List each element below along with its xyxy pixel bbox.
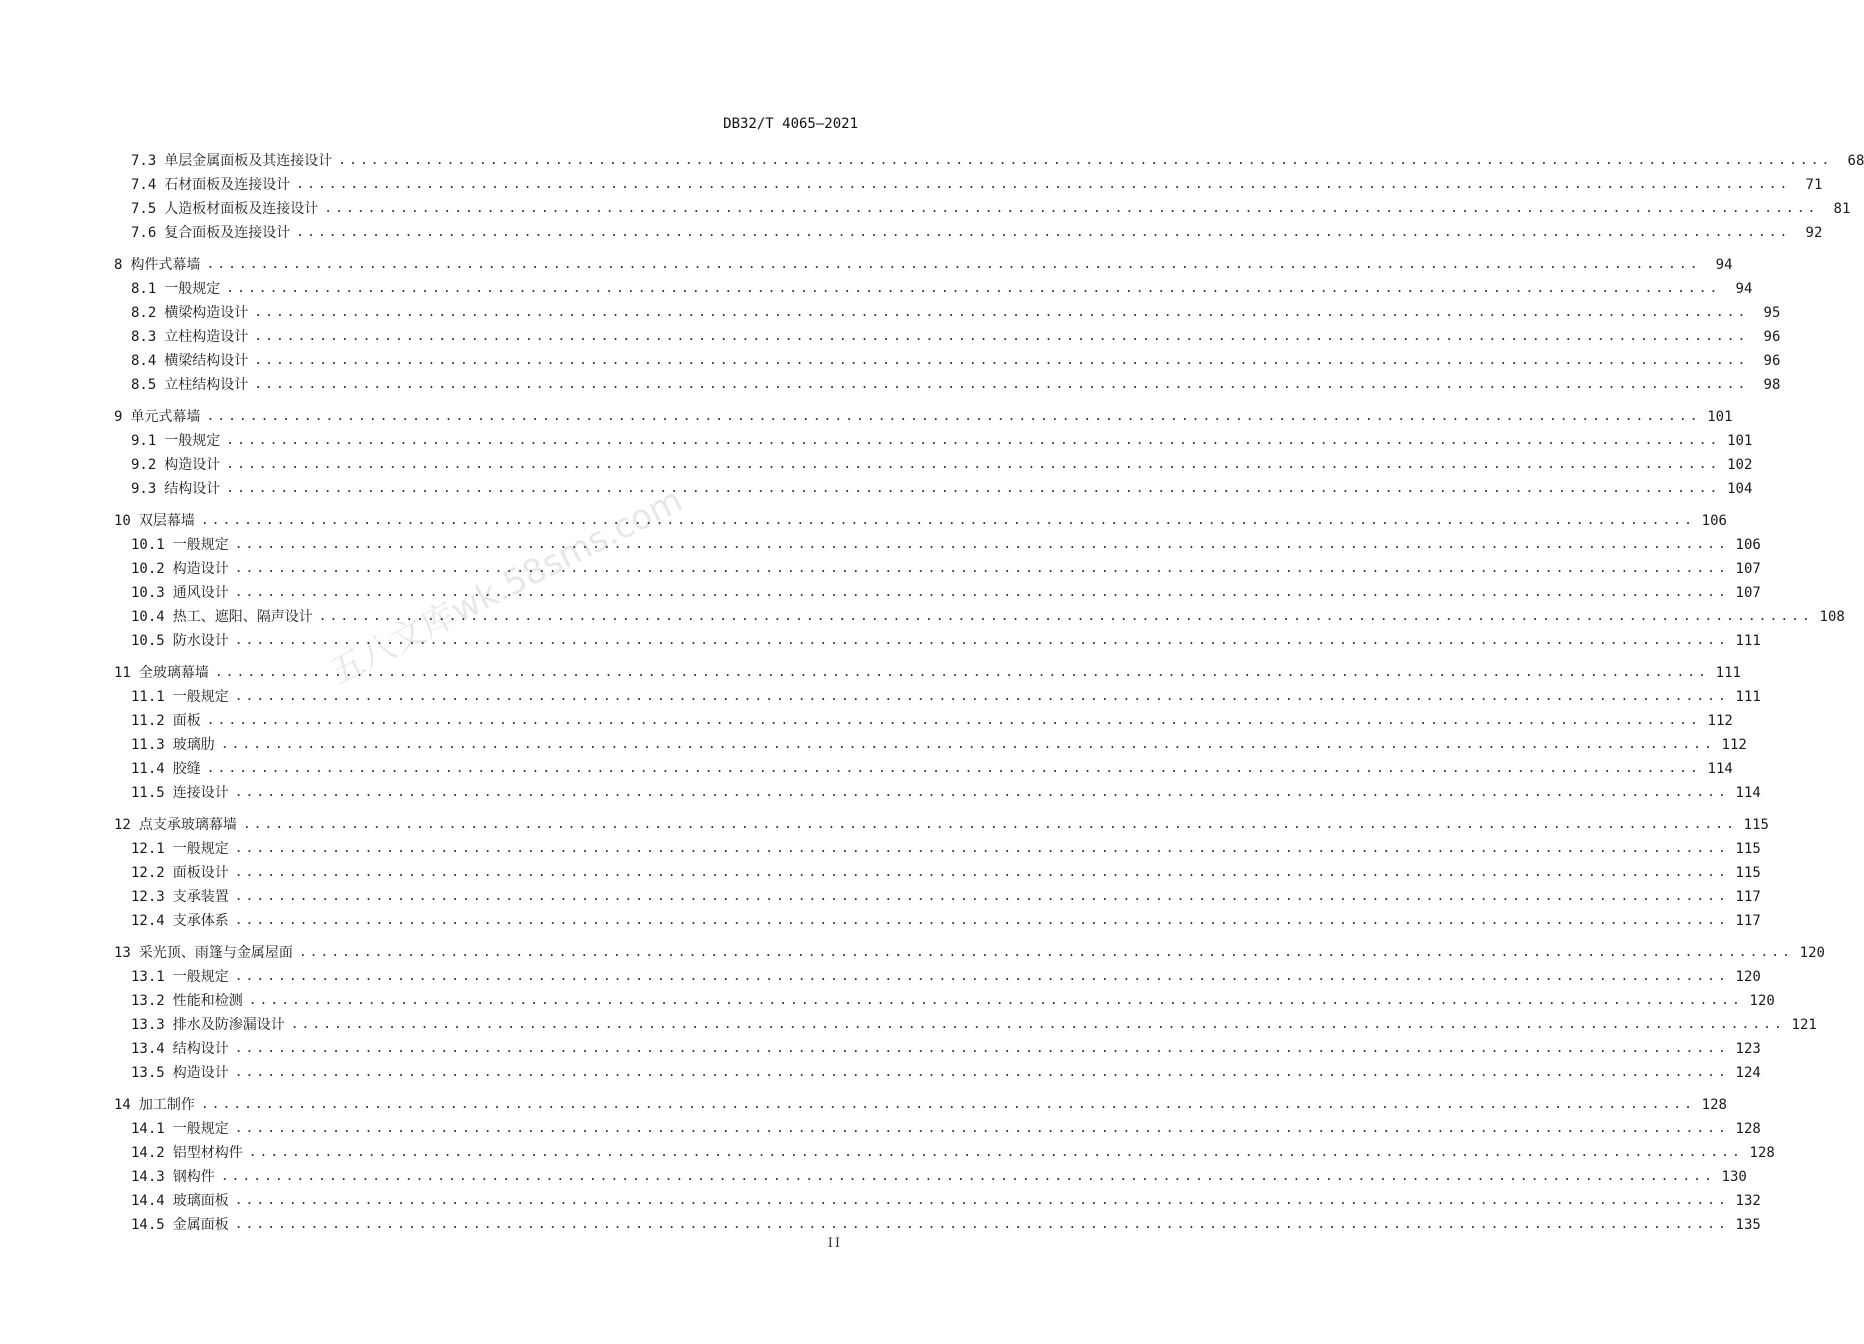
dot-leader: .......................................................................................................................................... [234,1121,1729,1136]
toc-entry-page: 96 [1763,353,1781,369]
toc-entry-page: 96 [1763,329,1781,345]
toc-entry-page: 115 [1743,817,1769,833]
toc-entry-page: 132 [1735,1193,1761,1209]
dot-leader: .......................................................................................................................................... [206,257,1701,272]
toc-entry-title: 采光顶、雨篷与金属屋面 [138,945,293,961]
toc-section-entry[interactable] [114,906,1761,930]
toc-entry-number: 12.1 [131,841,165,857]
dot-leader: .......................................................................................................................................... [254,377,1749,392]
toc-entry-number: 13.2 [131,993,165,1009]
toc-entry-title: 横梁构造设计 [164,305,249,321]
toc-entry-page: 101 [1707,409,1733,425]
toc-entry-page: 104 [1727,481,1753,497]
toc-entry-title: 一般规定 [164,433,221,449]
dot-leader: .......................................................................................................................................... [298,945,1793,960]
dot-leader: .......................................................................................................................................... [254,305,1749,320]
toc-entry-title: 通风设计 [172,585,229,601]
toc-entry-number: 14.4 [131,1193,165,1209]
watermark: 五八文库wk.58sms.com [323,480,689,693]
toc-entry-title: 构造设计 [172,1065,229,1081]
toc-entry-number: 12.2 [131,865,165,881]
toc-entry-number: 13 [114,945,131,961]
toc-entry-title: 胶缝 [172,761,201,777]
toc-entry-number: 8.2 [131,305,157,321]
toc-chapter-entry[interactable] [114,400,1733,426]
toc-entry-title: 复合面板及连接设计 [164,225,291,241]
toc-entry-number: 13.3 [131,1017,165,1033]
toc-entry-page: 111 [1715,665,1741,681]
toc-entry-title: 结构设计 [172,1041,229,1057]
toc-section-entry[interactable] [114,626,1761,650]
toc-entry-page: 128 [1701,1097,1727,1113]
toc-entry-page: 81 [1833,201,1851,217]
toc-entry-page: 92 [1805,225,1823,241]
toc-entry-page: 107 [1735,585,1761,601]
toc-entry-page: 71 [1805,177,1823,193]
toc-entry-page: 124 [1735,1065,1761,1081]
toc-entry-title: 全玻璃幕墙 [138,665,209,681]
toc-entry-page: 130 [1721,1169,1747,1185]
dot-leader: .......................................................................................................................................... [220,737,1715,752]
toc-entry-number: 13.4 [131,1041,165,1057]
toc-entry-title: 钢构件 [172,1169,215,1185]
dot-leader: .......................................................................................................................................... [338,153,1833,168]
toc-entry-page: 135 [1735,1217,1761,1233]
toc-entry-title: 支承体系 [172,913,229,929]
dot-leader: .......................................................................................................................................... [248,993,1743,1008]
toc-entry-page: 112 [1707,713,1733,729]
toc-entry-number: 7.4 [131,177,157,193]
toc-entry-page: 108 [1819,609,1845,625]
toc-section-entry[interactable] [114,962,1761,986]
toc-entry-number: 7.6 [131,225,157,241]
toc-entry-page: 111 [1735,633,1761,649]
toc-entry-title: 玻璃肋 [172,737,215,753]
dot-leader: .......................................................................................................................................... [200,1097,1695,1112]
toc-section-entry[interactable] [114,754,1733,778]
toc-entry-number: 8.1 [131,281,157,297]
toc-entry-title: 结构设计 [164,481,221,497]
toc-section-entry[interactable] [114,426,1753,450]
toc-entry-page: 107 [1735,561,1761,577]
toc-entry-number: 12.4 [131,913,165,929]
toc-entry-number: 11 [114,665,131,681]
toc-entry-page: 120 [1735,969,1761,985]
dot-leader: .......................................................................................................................................... [234,1193,1729,1208]
toc-entry-title: 横梁结构设计 [164,353,249,369]
toc-entry-page: 117 [1735,913,1761,929]
dot-leader: .......................................................................................................................................... [226,281,1721,296]
dot-leader: .......................................................................................................................................... [234,785,1729,800]
page-number: II [827,1236,842,1251]
toc-section-entry[interactable] [114,218,1823,242]
toc-entry-title: 构造设计 [172,561,229,577]
toc-section-entry[interactable] [114,858,1761,882]
toc-section-entry[interactable] [114,1034,1761,1058]
toc-section-entry[interactable] [114,1210,1761,1234]
toc-entry-number: 9.3 [131,481,157,497]
toc-entry-page: 120 [1749,993,1775,1009]
dot-leader: .......................................................................................................................................... [234,969,1729,984]
toc-entry-title: 单元式幕墙 [130,409,201,425]
dot-leader: .......................................................................................................................................... [324,201,1819,216]
toc-entry-number: 14.3 [131,1169,165,1185]
toc-entry-title: 防水设计 [172,633,229,649]
toc-entry-page: 111 [1735,689,1761,705]
dot-leader: .......................................................................................................................................... [254,353,1749,368]
toc-entry-page: 117 [1735,889,1761,905]
dot-leader: .......................................................................................................................................... [234,1217,1729,1232]
toc-entry-number: 11.2 [131,713,165,729]
toc-entry-page: 101 [1727,433,1753,449]
toc-chapter-entry[interactable] [114,656,1741,682]
dot-leader: .......................................................................................................................................... [214,665,1709,680]
toc-entry-number: 9 [114,409,123,425]
dot-leader: .......................................................................................................................................... [296,177,1791,192]
toc-entry-number: 10.4 [131,609,165,625]
toc-entry-page: 68 [1847,153,1864,169]
toc-section-entry[interactable] [114,730,1747,754]
dot-leader: .......................................................................................................................................... [248,1145,1743,1160]
toc-entry-title: 一般规定 [172,841,229,857]
dot-leader: .......................................................................................................................................... [220,1169,1715,1184]
toc-section-entry[interactable] [114,450,1753,474]
toc-entry-page: 123 [1735,1041,1761,1057]
toc-section-entry[interactable] [114,1162,1747,1186]
toc-section-entry[interactable] [114,370,1781,394]
toc-entry-number: 13.1 [131,969,165,985]
toc-section-entry[interactable] [114,1186,1761,1210]
dot-leader: .......................................................................................................................................... [234,913,1729,928]
dot-leader: .......................................................................................................................................... [296,225,1791,240]
toc-entry-title: 连接设计 [172,785,229,801]
toc-entry-title: 一般规定 [164,281,221,297]
toc-entry-number: 10 [114,513,131,529]
toc-section-entry[interactable] [114,602,1845,626]
toc-entry-title: 性能和检测 [172,993,243,1009]
toc-entry-title: 单层金属面板及其连接设计 [164,153,333,169]
dot-leader: .......................................................................................................................................... [234,1041,1729,1056]
toc-entry-page: 95 [1763,305,1781,321]
toc-entry-number: 11.4 [131,761,165,777]
dot-leader: .......................................................................................................................................... [234,561,1729,576]
dot-leader: .......................................................................................................................................... [290,1017,1785,1032]
toc-section-entry[interactable] [114,274,1753,298]
dot-leader: .......................................................................................................................................... [234,841,1729,856]
dot-leader: .......................................................................................................................................... [206,761,1701,776]
dot-leader: .......................................................................................................................................... [234,889,1729,904]
toc-entry-title: 一般规定 [172,969,229,985]
dot-leader: .......................................................................................................................................... [242,817,1737,832]
toc-entry-number: 9.1 [131,433,157,449]
toc-entry-title: 热工、遮阳、隔声设计 [172,609,313,625]
toc-entry-title: 立柱构造设计 [164,329,249,345]
toc-entry-title: 金属面板 [172,1217,229,1233]
toc-entry-page: 114 [1707,761,1733,777]
toc-section-entry[interactable] [114,834,1761,858]
toc-entry-title: 一般规定 [172,537,229,553]
toc-entry-title: 人造板材面板及连接设计 [164,201,319,217]
toc-entry-number: 8 [114,257,123,273]
toc-entry-number: 14.1 [131,1121,165,1137]
toc-entry-title: 面板设计 [172,865,229,881]
toc-entry-number: 7.5 [131,201,157,217]
toc-entry-title: 石材面板及连接设计 [164,177,291,193]
toc-entry-number: 14.2 [131,1145,165,1161]
toc-entry-number: 10.2 [131,561,165,577]
toc-entry-number: 10.3 [131,585,165,601]
toc-section-entry[interactable] [114,146,1864,170]
toc-entry-title: 一般规定 [172,1121,229,1137]
toc-entry-number: 9.2 [131,457,157,473]
toc-entry-number: 10.1 [131,537,165,553]
toc-entry-page: 112 [1721,737,1747,753]
toc-entry-page: 102 [1727,457,1753,473]
toc-chapter-entry[interactable] [114,936,1825,962]
toc-entry-title: 点支承玻璃幕墙 [138,817,237,833]
toc-entry-number: 14.5 [131,1217,165,1233]
toc-section-entry[interactable] [114,1114,1761,1138]
toc-entry-number: 13.5 [131,1065,165,1081]
toc-section-entry[interactable] [114,170,1823,194]
toc-entry-number: 12.3 [131,889,165,905]
toc-chapter-entry[interactable] [114,504,1727,530]
toc-entry-page: 106 [1735,537,1761,553]
toc-entry-number: 11.5 [131,785,165,801]
dot-leader: .......................................................................................................................................... [206,409,1701,424]
dot-leader: .......................................................................................................................................... [206,713,1701,728]
dot-leader: .......................................................................................................................................... [234,1065,1729,1080]
toc-entry-page: 128 [1749,1145,1775,1161]
dot-leader: .......................................................................................................................................... [254,329,1749,344]
toc-entry-number: 10.5 [131,633,165,649]
toc-entry-number: 7.3 [131,153,157,169]
standard-code: DB32/T 4065—2021 [723,116,858,132]
toc-entry-page: 94 [1735,281,1753,297]
dot-leader: .......................................................................................................................................... [234,689,1729,704]
toc-entry-title: 面板 [172,713,201,729]
toc-entry-page: 115 [1735,841,1761,857]
toc-entry-page: 114 [1735,785,1761,801]
toc-entry-page: 106 [1701,513,1727,529]
toc-entry-number: 8.3 [131,329,157,345]
toc-entry-title: 一般规定 [172,689,229,705]
dot-leader: .......................................................................................................................................... [226,433,1721,448]
toc-section-entry[interactable] [114,322,1781,346]
toc-entry-number: 8.5 [131,377,157,393]
dot-leader: .......................................................................................................................................... [234,865,1729,880]
toc-section-entry[interactable] [114,530,1761,554]
dot-leader: .......................................................................................................................................... [234,633,1729,648]
toc-entry-page: 128 [1735,1121,1761,1137]
toc-entry-page: 115 [1735,865,1761,881]
dot-leader: .......................................................................................................................................... [234,585,1729,600]
toc-section-entry[interactable] [114,882,1761,906]
toc-chapter-entry[interactable] [114,1088,1727,1114]
dot-leader: .......................................................................................................................................... [234,537,1729,552]
toc-section-entry[interactable] [114,682,1761,706]
toc-section-entry[interactable] [114,474,1753,498]
toc-section-entry[interactable] [114,986,1775,1010]
toc-section-entry[interactable] [114,778,1761,802]
toc-section-entry[interactable] [114,1010,1817,1034]
toc-section-entry[interactable] [114,194,1851,218]
table-of-contents [114,146,1864,1234]
toc-entry-title: 构件式幕墙 [130,257,201,273]
toc-entry-number: 11.1 [131,689,165,705]
toc-chapter-entry[interactable] [114,808,1769,834]
dot-leader: .......................................................................................................................................... [318,609,1813,624]
dot-leader: .......................................................................................................................................... [200,513,1695,528]
toc-section-entry[interactable] [114,298,1781,322]
dot-leader: .......................................................................................................................................... [226,481,1721,496]
toc-chapter-entry[interactable] [114,248,1733,274]
dot-leader: .......................................................................................................................................... [226,457,1721,472]
toc-entry-number: 11.3 [131,737,165,753]
toc-entry-title: 双层幕墙 [138,513,195,529]
toc-entry-number: 8.4 [131,353,157,369]
toc-entry-page: 121 [1791,1017,1817,1033]
toc-entry-title: 排水及防渗漏设计 [172,1017,285,1033]
toc-entry-page: 94 [1715,257,1733,273]
toc-section-entry[interactable] [114,1138,1775,1162]
toc-entry-title: 支承装置 [172,889,229,905]
toc-entry-number: 12 [114,817,131,833]
toc-section-entry[interactable] [114,578,1761,602]
toc-entry-title: 玻璃面板 [172,1193,229,1209]
toc-entry-title: 立柱结构设计 [164,377,249,393]
toc-entry-title: 加工制作 [138,1097,195,1113]
toc-section-entry[interactable] [114,1058,1761,1082]
toc-section-entry[interactable] [114,346,1781,370]
toc-entry-page: 120 [1799,945,1825,961]
toc-entry-title: 构造设计 [164,457,221,473]
toc-section-entry[interactable] [114,706,1733,730]
toc-entry-title: 铝型材构件 [172,1145,243,1161]
toc-entry-number: 14 [114,1097,131,1113]
toc-section-entry[interactable] [114,554,1761,578]
toc-entry-page: 98 [1763,377,1781,393]
